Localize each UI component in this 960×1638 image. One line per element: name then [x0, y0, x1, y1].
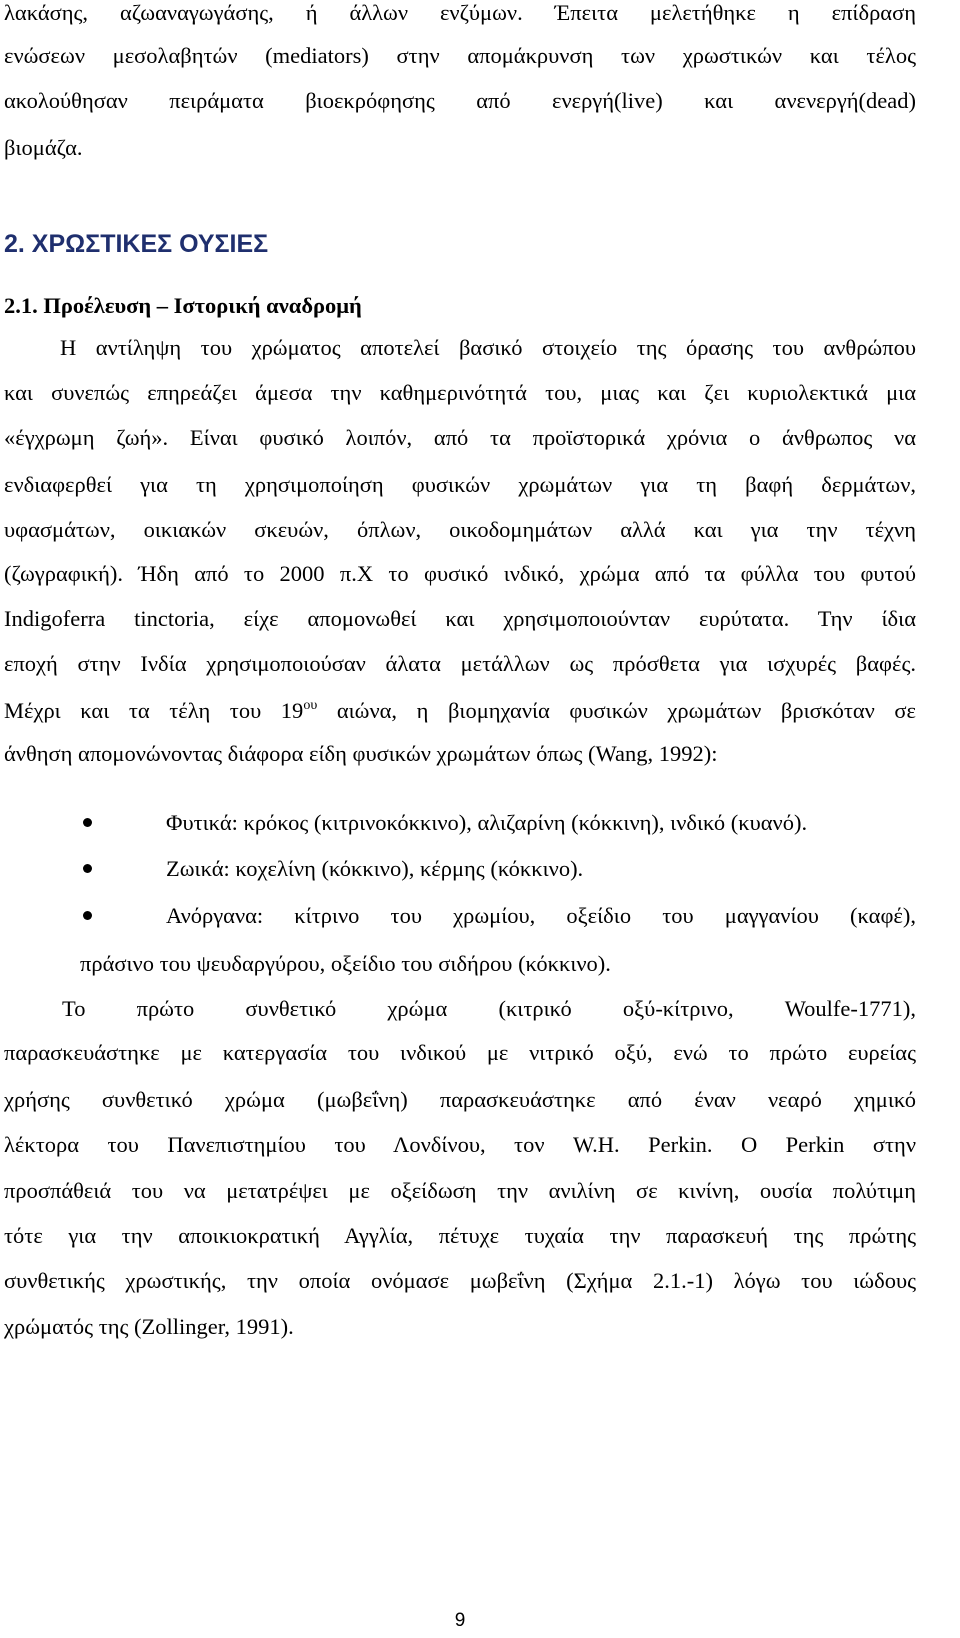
bullet-dot-icon — [83, 911, 92, 920]
intro-line: λακάσης, αζωαναγωγάσης, ή άλλων ενζύμων. Έπειτα μελετήθηκε η επίδραση — [4, 0, 916, 25]
list-item-continuation: πράσινο του ψευδαργύρου, οξείδιο του σιδήρου (κόκκινο). — [80, 951, 611, 976]
paragraph-line: προσπάθειά του να μετατρέψει με οξείδωση την ανιλίνη σε κινίνη, ουσία πολύτιμη — [4, 1178, 916, 1203]
list-item-text: Ανόργανα: κίτρινο του χρωμίου, οξείδιο του μαγγανίου (καφέ), — [166, 903, 916, 928]
paragraph-line: χρήσης συνθετικό χρώμα (μωβεΐνη) παρασκευάστηκε από έναν νεαρό χημικό — [4, 1087, 916, 1112]
bullet-dot-icon — [83, 864, 92, 873]
paragraph-line: Το πρώτο συνθετικό χρώμα (κιτρικό οξύ-κίτρινο, Woulfe-1771), — [62, 996, 916, 1021]
paragraph-line: εποχή στην Ινδία χρησιμοποιούσαν άλατα μετάλλων ως πρόσθετα για ισχυρές βαφές. — [4, 651, 916, 676]
line-text: Μέχρι και τα τέλη του 19 — [4, 698, 304, 723]
paragraph-line: (ζωγραφική). Ήδη από το 2000 π.Χ το φυσικό ινδικό, χρώμα από τα φύλλα του φυτού — [4, 561, 916, 586]
paragraph-line: παρασκευάστηκε με κατεργασία του ινδικού με νιτρικό οξύ, ενώ το πρώτο ευρείας — [4, 1040, 916, 1065]
paragraph-line: τότε για την αποικιοκρατική Αγγλία, πέτυχε τυχαία την παρασκευή της πρώτης — [4, 1223, 916, 1248]
paragraph-line: Indigoferra tinctoria, είχε απομονωθεί και χρησιμοποιούνταν ευρύτατα. Την ίδια — [4, 606, 916, 631]
section-heading: 2. ΧΡΩΣΤΙΚΕΣ ΟΥΣΙΕΣ — [4, 230, 269, 258]
intro-line: ακολούθησαν πειράματα βιοεκρόφησης από ενεργή(live) και ανενεργή(dead) — [4, 88, 916, 113]
paragraph-line: άνθηση απομονώνοντας διάφορα είδη φυσικών χρωμάτων όπως (Wang, 1992): — [4, 741, 718, 766]
paragraph-line: χρώματός της (Zollinger, 1991). — [4, 1314, 294, 1339]
intro-line: ενώσεων μεσολαβητών (mediators) στην απομάκρυνση των χρωστικών και τέλος — [4, 43, 916, 68]
subsection-heading: 2.1. Προέλευση – Ιστορική αναδρομή — [4, 293, 362, 318]
superscript-ordinal: ου — [303, 698, 318, 713]
paragraph-line: υφασμάτων, οικιακών σκευών, όπλων, οικοδομημάτων αλλά και για την τέχνη — [4, 517, 916, 542]
intro-line: βιομάζα. — [4, 135, 83, 160]
page-number: 9 — [454, 1610, 466, 1631]
paragraph-line — [4, 699, 916, 723]
paragraph-line: συνθετικής χρωστικής, την οποία ονόμασε μωβεΐνη (Σχήμα 2.1.-1) λόγω του ιώδους — [4, 1268, 916, 1293]
paragraph-line: ενδιαφερθεί για τη χρησιμοποίηση φυσικών χρωμάτων για τη βαφή δερμάτων, — [4, 472, 916, 497]
paragraph-line: Η αντίληψη του χρώματος αποτελεί βασικό στοιχείο της όρασης του ανθρώπου — [60, 335, 916, 360]
paragraph-line: «έγχρωμη ζωή». Είναι φυσικό λοιπόν, από τα προϊστορικά χρόνια ο άνθρωπος να — [4, 425, 916, 450]
line-text: αιώνα, η βιομηχανία φυσικών χρωμάτων βρισκόταν σε — [317, 698, 917, 723]
paragraph-line: λέκτορα του Πανεπιστημίου του Λονδίνου, τον W.H. Perkin. Ο Perkin στην — [4, 1132, 916, 1157]
list-item-text: Φυτικά: κρόκος (κιτρινοκόκκινο), αλιζαρίνη (κόκκινη), ινδικό (κυανό). — [166, 810, 808, 835]
bullet-dot-icon — [83, 818, 92, 827]
paragraph-line: και συνεπώς επηρεάζει άμεσα την καθημερινότητά του, μιας και ζει κυριολεκτικά μια — [4, 380, 916, 405]
list-item-text: Ζωικά: κοχελίνη (κόκκινο), κέρμης (κόκκινο). — [166, 856, 584, 881]
